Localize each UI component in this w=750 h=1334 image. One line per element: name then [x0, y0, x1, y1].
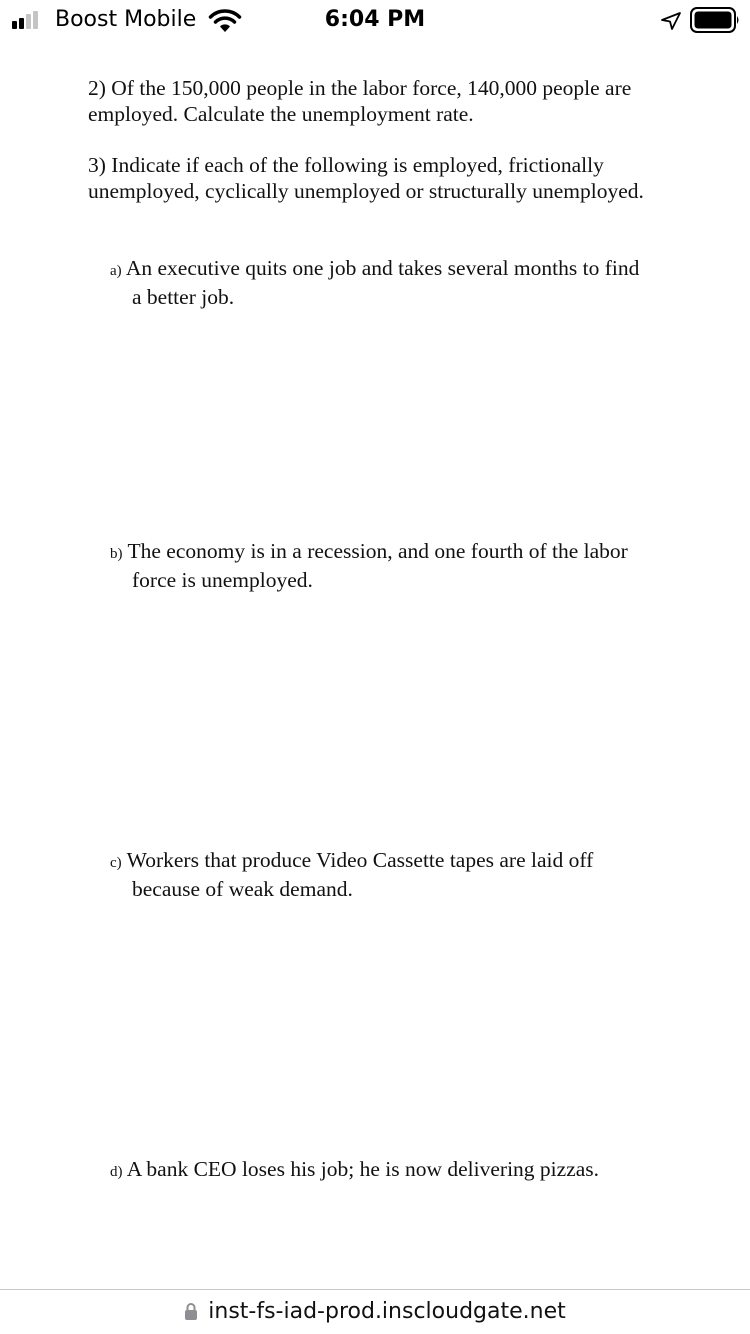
- item-d-line-1: A bank CEO loses his job; he is now delivering pizzas.: [122, 1157, 600, 1181]
- item-a-line-2: a better job.: [132, 285, 235, 309]
- item-a-label: a): [110, 263, 122, 279]
- time-text: 6:04 PM: [324, 7, 426, 32]
- item-c: [110, 847, 680, 902]
- carrier-name: Boost Mobile: [55, 7, 197, 32]
- question-2-line-2: employed. Calculate the unemployment rate.: [88, 102, 474, 126]
- item-d: [110, 1156, 680, 1185]
- question-2: [88, 75, 688, 127]
- item-b: [110, 538, 680, 593]
- url-text: inst-fs-iad-prod.inscloudgate.net: [208, 1299, 566, 1324]
- item-b-line-1: The economy is in a recession, and one fourth of the labor: [122, 539, 628, 563]
- question-2-line-1: 2) Of the 150,000 people in the labor force, 140,000 people are: [88, 76, 632, 100]
- item-c-line-2: because of weak demand.: [132, 877, 353, 901]
- question-3-line-1: 3) Indicate if each of the following is employed, frictionally: [88, 153, 604, 177]
- question-3: [88, 152, 688, 204]
- item-a-line-1: An executive quits one job and takes several months to find: [121, 256, 640, 280]
- item-b-label: b): [110, 546, 123, 562]
- item-c-line-1: Workers that produce Video Cassette tapes are laid off: [121, 848, 594, 872]
- item-a: [110, 255, 680, 310]
- item-b-line-2: force is unemployed.: [132, 568, 313, 592]
- item-c-label: c): [110, 855, 122, 871]
- question-3-line-2: unemployed, cyclically unemployed or structurally unemployed.: [88, 179, 644, 203]
- url-bar[interactable]: [0, 1289, 750, 1334]
- lock-icon: [184, 1302, 198, 1320]
- item-d-label: d): [110, 1164, 123, 1180]
- url-display[interactable]: [0, 1298, 750, 1326]
